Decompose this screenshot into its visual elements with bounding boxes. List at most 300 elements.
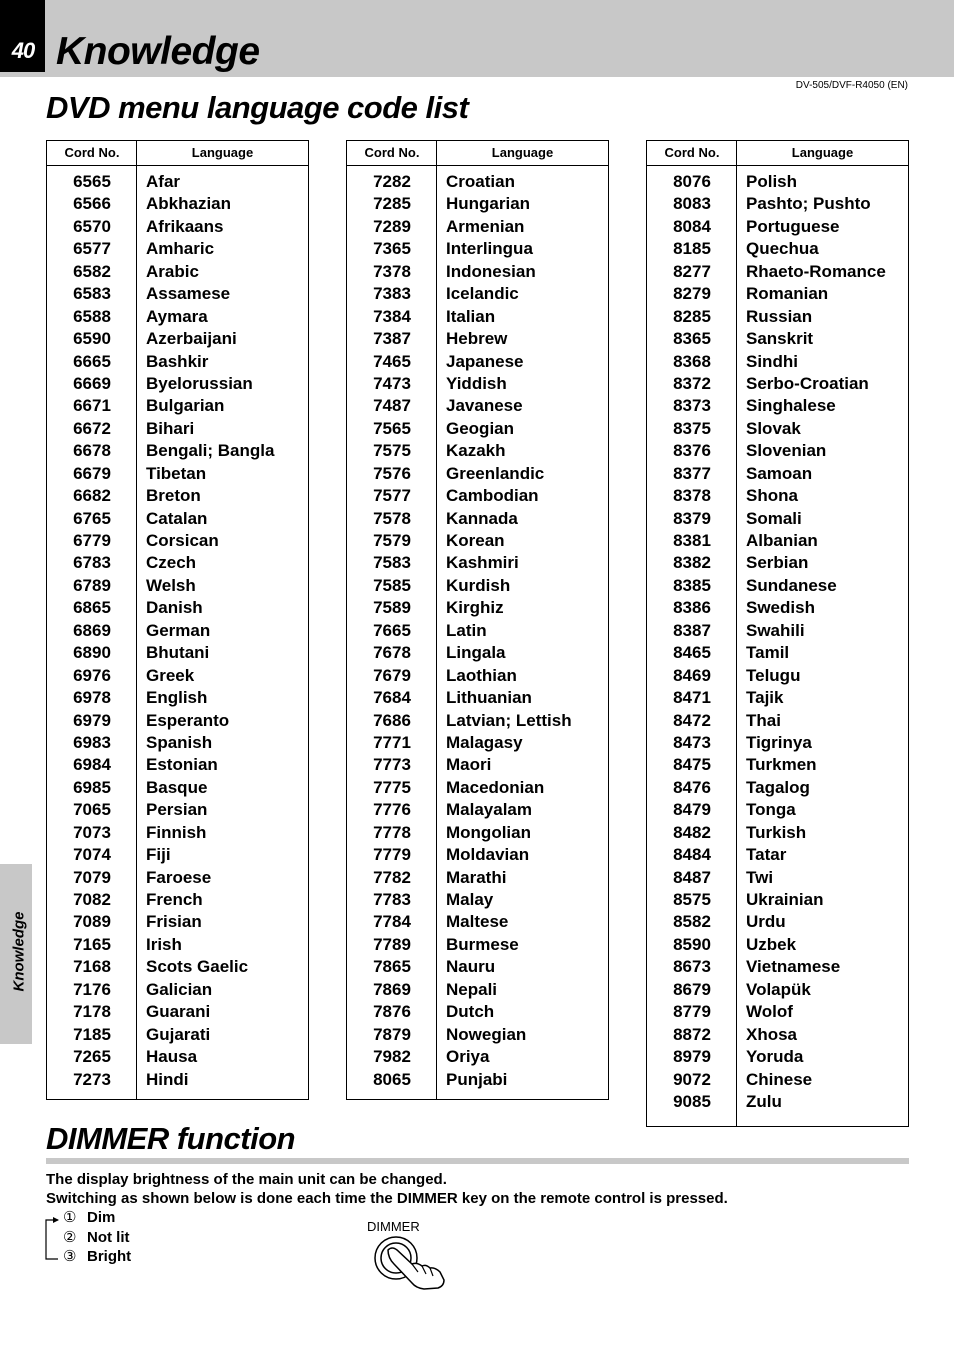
language-code: 7577 xyxy=(373,486,411,506)
language-code: 7487 xyxy=(373,396,411,416)
language-name: Russian xyxy=(746,306,813,326)
table-row xyxy=(647,867,908,889)
language-name: Turkish xyxy=(746,822,807,842)
table-row xyxy=(47,867,308,889)
step-not-lit: ② Not lit xyxy=(63,1228,130,1246)
language-name: Spanish xyxy=(146,732,213,752)
table-row xyxy=(47,216,308,238)
language-name: Sanskrit xyxy=(746,329,814,349)
language-code: 7073 xyxy=(73,822,111,842)
language-code: 8487 xyxy=(673,867,711,887)
language-name: Amharic xyxy=(146,239,215,259)
dimmer-description-2: Switching as shown below is done each time the DIMMER key on the remote control is pressed. xyxy=(46,1190,728,1207)
language-code: 7565 xyxy=(373,418,411,438)
language-code: 8083 xyxy=(673,194,711,214)
table-row xyxy=(347,261,608,283)
table-row xyxy=(47,193,308,215)
language-name: English xyxy=(146,688,208,708)
language-name: Kannada xyxy=(446,508,518,528)
table-row xyxy=(647,530,908,552)
language-code: 8471 xyxy=(673,688,711,708)
language-name: Singhalese xyxy=(746,396,836,416)
language-code: 8473 xyxy=(673,732,711,752)
language-name: Hausa xyxy=(146,1047,198,1067)
language-name: Croatian xyxy=(446,172,515,191)
table-row xyxy=(647,979,908,1001)
language-name: Greek xyxy=(146,665,195,685)
page-number: 40 xyxy=(11,38,35,63)
language-name: Lithuanian xyxy=(446,688,532,708)
language-code: 6985 xyxy=(73,777,111,797)
language-code: 6783 xyxy=(73,553,111,573)
language-code: 8472 xyxy=(673,710,711,730)
language-name: Bihari xyxy=(146,418,195,438)
language-code: 6665 xyxy=(73,351,111,371)
table-row xyxy=(647,1001,908,1023)
language-code: 8484 xyxy=(673,845,711,865)
language-code: 6682 xyxy=(73,486,111,506)
table-row xyxy=(47,822,308,844)
table-row xyxy=(647,956,908,978)
table-row xyxy=(647,193,908,215)
language-code: 6565 xyxy=(73,172,111,191)
table-row xyxy=(347,216,608,238)
language-code: 8378 xyxy=(673,486,711,506)
language-code: 7876 xyxy=(373,1002,411,1022)
language-name: Tonga xyxy=(746,800,796,820)
header-code: Cord No. xyxy=(64,145,120,160)
table-row xyxy=(47,710,308,732)
language-code: 7982 xyxy=(373,1047,411,1067)
language-code: 7782 xyxy=(373,867,411,887)
language-code: 7575 xyxy=(373,441,411,461)
language-name: Japanese xyxy=(446,351,524,371)
table-row xyxy=(647,395,908,417)
language-name: Latin xyxy=(446,620,487,640)
language-name: Uzbek xyxy=(746,934,797,954)
language-code: 7775 xyxy=(373,777,411,797)
table-row xyxy=(347,193,608,215)
language-code-table-1 xyxy=(46,140,309,1100)
table-row xyxy=(647,261,908,283)
table-row xyxy=(647,934,908,956)
language-code: 7168 xyxy=(73,957,111,977)
language-name: Azerbaijani xyxy=(146,329,237,349)
language-code: 7074 xyxy=(73,845,111,865)
table-row xyxy=(47,261,308,283)
language-code: 6976 xyxy=(73,665,111,685)
table-row xyxy=(647,597,908,619)
table-row xyxy=(647,440,908,462)
language-name: Yoruda xyxy=(746,1047,804,1067)
table-row xyxy=(47,665,308,687)
table-row xyxy=(347,934,608,956)
table-row xyxy=(347,508,608,530)
language-code: 8469 xyxy=(673,665,711,685)
table-row xyxy=(47,351,308,373)
language-code: 8285 xyxy=(673,306,711,326)
language-code: 7289 xyxy=(373,216,411,236)
language-code: 6979 xyxy=(73,710,111,730)
table-row xyxy=(347,238,608,260)
language-name: Sundanese xyxy=(746,575,837,595)
language-name: Galician xyxy=(146,979,213,999)
table-row xyxy=(347,575,608,597)
language-name: Scots Gaelic xyxy=(146,957,249,977)
language-code-table-2 xyxy=(346,140,609,1100)
language-name: Kurdish xyxy=(446,575,511,595)
table-row xyxy=(647,283,908,305)
language-code: 9072 xyxy=(673,1069,711,1089)
language-name: Catalan xyxy=(146,508,208,528)
header-language: Language xyxy=(191,145,254,160)
table-row xyxy=(47,575,308,597)
table-row xyxy=(347,171,608,193)
language-code: 7789 xyxy=(373,934,411,954)
section-title-dimmer: DIMMER function xyxy=(46,1121,296,1156)
language-name: Somali xyxy=(746,508,802,528)
header-language: Language xyxy=(491,145,554,160)
language-name: Kirghiz xyxy=(446,598,504,618)
language-name: Sindhi xyxy=(746,351,798,371)
language-name: Tigrinya xyxy=(746,732,812,752)
header-code: Cord No. xyxy=(364,145,420,160)
language-name: Serbo-Croatian xyxy=(746,373,869,393)
language-name: Indonesian xyxy=(446,261,536,281)
table-row xyxy=(47,418,308,440)
language-code: 8575 xyxy=(673,890,711,909)
language-name: Hebrew xyxy=(446,329,508,349)
language-code: 7678 xyxy=(373,643,411,663)
language-name: Corsican xyxy=(146,531,219,550)
table-row xyxy=(47,283,308,305)
language-code: 7365 xyxy=(373,239,411,259)
table-row xyxy=(647,844,908,866)
language-code: 8673 xyxy=(673,957,711,977)
table-row xyxy=(47,171,308,193)
table-row xyxy=(647,216,908,238)
language-name: Czech xyxy=(146,553,197,573)
language-code: 8779 xyxy=(673,1002,711,1022)
language-name: Mongolian xyxy=(446,822,531,842)
language-code: 8368 xyxy=(673,351,711,371)
table-row xyxy=(347,642,608,664)
table-row xyxy=(347,306,608,328)
table-row xyxy=(647,1024,908,1046)
language-code: 7686 xyxy=(373,710,411,730)
table-row xyxy=(347,1024,608,1046)
language-name: Icelandic xyxy=(446,284,519,304)
language-code: 8476 xyxy=(673,777,711,797)
table-row xyxy=(347,440,608,462)
table-row xyxy=(647,754,908,776)
language-name: Estonian xyxy=(146,755,218,775)
language-code: 8979 xyxy=(673,1047,711,1067)
table-header xyxy=(647,141,908,166)
language-code: 8381 xyxy=(673,531,711,550)
language-code: 7773 xyxy=(373,755,411,775)
table-row xyxy=(347,956,608,978)
language-name: Nowegian xyxy=(446,1024,527,1044)
language-code: 6588 xyxy=(73,306,111,326)
language-code: 6978 xyxy=(73,688,111,708)
table-row xyxy=(647,687,908,709)
language-code: 8482 xyxy=(673,822,711,842)
language-name: Afrikaans xyxy=(146,216,224,236)
language-name: Breton xyxy=(146,486,201,506)
table-row xyxy=(647,485,908,507)
language-name: Kazakh xyxy=(446,441,506,461)
language-name: Javanese xyxy=(446,396,523,416)
side-tab-label: Knowledge xyxy=(10,911,28,992)
table-row xyxy=(47,732,308,754)
language-name: French xyxy=(146,890,203,909)
language-code: 7589 xyxy=(373,598,411,618)
language-code: 7783 xyxy=(373,890,411,909)
language-code: 7771 xyxy=(373,732,411,752)
section-rule xyxy=(46,1158,909,1164)
language-code: 6582 xyxy=(73,261,111,281)
language-code: 8387 xyxy=(673,620,711,640)
language-name: Slovak xyxy=(746,418,801,438)
table-row xyxy=(47,687,308,709)
language-name: Volapük xyxy=(746,979,811,999)
table-row xyxy=(47,934,308,956)
table-row xyxy=(47,238,308,260)
language-name: Bashkir xyxy=(146,351,209,371)
dimmer-button-label: DIMMER xyxy=(367,1219,420,1234)
table-row xyxy=(47,440,308,462)
language-code: 6672 xyxy=(73,418,111,438)
language-code: 6890 xyxy=(73,643,111,663)
table-row xyxy=(647,575,908,597)
language-code: 7776 xyxy=(373,800,411,820)
language-name: Italian xyxy=(446,306,496,326)
page-title: Knowledge xyxy=(56,30,260,73)
language-code: 6983 xyxy=(73,732,111,752)
language-name: Maltese xyxy=(446,912,509,932)
table-row xyxy=(347,844,608,866)
table-row xyxy=(347,597,608,619)
language-name: Chinese xyxy=(746,1069,813,1089)
language-code: 8379 xyxy=(673,508,711,528)
language-code: 6669 xyxy=(73,373,111,393)
section-title-language-codes: DVD menu language code list xyxy=(46,90,469,125)
language-name: Basque xyxy=(146,777,208,797)
table-row xyxy=(347,485,608,507)
table-row xyxy=(347,732,608,754)
language-name: Romanian xyxy=(746,284,829,304)
language-code: 8372 xyxy=(673,373,711,393)
language-name: Malagasy xyxy=(446,732,523,752)
language-code: 7473 xyxy=(373,373,411,393)
language-name: Nepali xyxy=(446,979,498,999)
table-row xyxy=(647,732,908,754)
table-row xyxy=(47,754,308,776)
table-row xyxy=(347,620,608,642)
language-name: Swahili xyxy=(746,620,805,640)
table-row xyxy=(347,1001,608,1023)
language-name: Zulu xyxy=(746,1091,782,1111)
table-row xyxy=(47,620,308,642)
language-code: 7778 xyxy=(373,822,411,842)
finger-press-button-icon xyxy=(370,1234,450,1292)
language-name: Bhutani xyxy=(146,643,210,663)
language-code: 7165 xyxy=(73,934,111,954)
language-code: 6789 xyxy=(73,575,111,595)
language-name: Swedish xyxy=(746,598,815,618)
language-name: Quechua xyxy=(746,239,819,259)
language-name: Pashto; Pushto xyxy=(746,194,871,214)
table-row xyxy=(647,889,908,911)
language-name: Laothian xyxy=(446,665,517,685)
table-row xyxy=(47,328,308,350)
table-row xyxy=(647,238,908,260)
table-row xyxy=(647,822,908,844)
table-row xyxy=(347,710,608,732)
language-code: 7579 xyxy=(373,531,411,550)
language-code: 6984 xyxy=(73,755,111,775)
language-name: Persian xyxy=(146,800,208,820)
language-name: Hungarian xyxy=(446,194,531,214)
language-code: 7176 xyxy=(73,979,111,999)
table-header xyxy=(47,141,308,166)
language-name: Malay xyxy=(446,890,494,909)
language-code: 7684 xyxy=(373,688,411,708)
language-code: 7865 xyxy=(373,957,411,977)
table-row xyxy=(647,1069,908,1091)
language-code: 8279 xyxy=(673,284,711,304)
language-code: 8376 xyxy=(673,441,711,461)
language-name: Moldavian xyxy=(446,845,530,865)
table-row xyxy=(347,979,608,1001)
language-code: 7383 xyxy=(373,284,411,304)
language-code-table-3 xyxy=(646,140,909,1127)
language-name: Samoan xyxy=(746,463,813,483)
language-name: Malayalam xyxy=(446,800,532,820)
language-name: Finnish xyxy=(146,822,207,842)
table-row xyxy=(347,530,608,552)
language-code: 7089 xyxy=(73,912,111,932)
table-row xyxy=(647,328,908,350)
language-name: Bulgarian xyxy=(146,396,225,416)
table-row xyxy=(347,911,608,933)
step-dim: ① Dim xyxy=(63,1209,116,1226)
language-name: Polish xyxy=(746,172,798,191)
language-name: Vietnamese xyxy=(746,957,841,977)
language-code: 7465 xyxy=(373,351,411,371)
table-row xyxy=(647,777,908,799)
language-code: 7273 xyxy=(73,1069,111,1089)
language-code: 7265 xyxy=(73,1047,111,1067)
language-code: 6765 xyxy=(73,508,111,528)
language-name: Interlingua xyxy=(446,239,533,259)
language-code: 8479 xyxy=(673,800,711,820)
table-row xyxy=(347,373,608,395)
language-code: 7779 xyxy=(373,845,411,865)
table-row xyxy=(647,418,908,440)
table-row xyxy=(47,373,308,395)
language-name: Cambodian xyxy=(446,486,539,506)
language-code: 7679 xyxy=(373,665,411,685)
table-row xyxy=(647,642,908,664)
table-row xyxy=(647,373,908,395)
language-name: Gujarati xyxy=(146,1024,211,1044)
language-code: 7185 xyxy=(73,1024,111,1044)
language-name: Faroese xyxy=(146,867,212,887)
language-code: 8277 xyxy=(673,261,711,281)
table-row xyxy=(347,1069,608,1091)
language-code: 8475 xyxy=(673,755,711,775)
table-row xyxy=(347,395,608,417)
language-code: 8375 xyxy=(673,418,711,438)
language-code: 8465 xyxy=(673,643,711,663)
language-name: Arabic xyxy=(146,261,199,281)
table-row xyxy=(47,911,308,933)
language-code: 7583 xyxy=(373,553,411,573)
language-name: Maori xyxy=(446,755,492,775)
cycle-arrow-icon xyxy=(40,1212,64,1264)
table-row xyxy=(47,597,308,619)
language-code: 7585 xyxy=(373,575,411,595)
language-name: Abkhazian xyxy=(146,194,232,214)
dimmer-description-1: The display brightness of the main unit can be changed. xyxy=(46,1171,447,1188)
language-name: Shona xyxy=(746,486,798,506)
language-name: Armenian xyxy=(446,216,525,236)
table-row xyxy=(647,1091,908,1113)
language-name: Tajik xyxy=(746,688,784,708)
table-row xyxy=(347,777,608,799)
table-row xyxy=(347,889,608,911)
language-code: 8185 xyxy=(673,239,711,259)
table-row xyxy=(647,463,908,485)
language-code: 8076 xyxy=(673,172,711,191)
language-name: Aymara xyxy=(146,306,208,326)
table-row xyxy=(647,306,908,328)
language-code: 7387 xyxy=(373,329,411,349)
language-name: Twi xyxy=(746,867,774,887)
table-row xyxy=(47,799,308,821)
language-code: 6865 xyxy=(73,598,111,618)
language-code: 6583 xyxy=(73,284,111,304)
language-code: 7178 xyxy=(73,1002,111,1022)
table-row xyxy=(347,328,608,350)
table-row xyxy=(647,1046,908,1068)
language-name: Oriya xyxy=(446,1047,490,1067)
language-code: 7285 xyxy=(373,194,411,214)
table-row xyxy=(347,665,608,687)
table-row xyxy=(647,799,908,821)
language-code: 6671 xyxy=(73,396,111,416)
language-name: Burmese xyxy=(446,934,519,954)
language-name: Guarani xyxy=(146,1002,211,1022)
language-code: 6590 xyxy=(73,329,111,349)
language-code: 8373 xyxy=(673,396,711,416)
table-row xyxy=(347,1046,608,1068)
table-row xyxy=(47,1046,308,1068)
language-code: 7065 xyxy=(73,800,111,820)
language-code: 6678 xyxy=(73,441,111,461)
table-row xyxy=(47,463,308,485)
language-code: 8872 xyxy=(673,1024,711,1044)
language-name: Danish xyxy=(146,598,203,618)
table-row xyxy=(47,642,308,664)
language-name: Irish xyxy=(146,934,182,954)
dimmer-steps xyxy=(63,1208,131,1267)
language-name: Yiddish xyxy=(446,373,507,393)
table-row xyxy=(47,1069,308,1091)
table-row xyxy=(347,867,608,889)
